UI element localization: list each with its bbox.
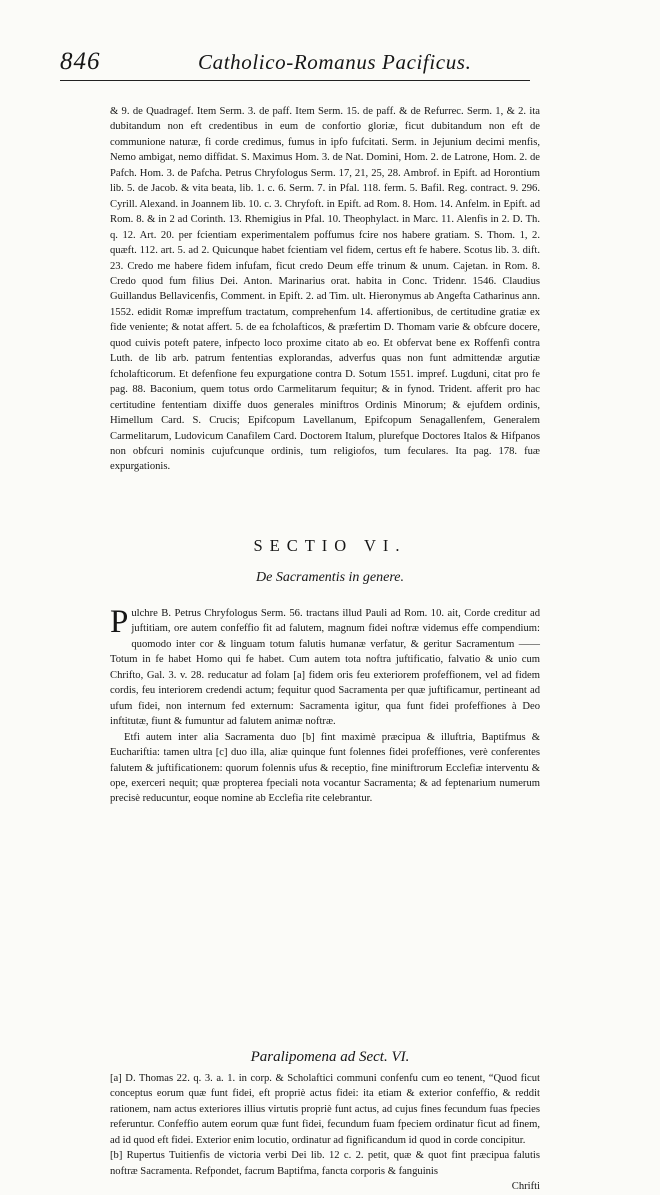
- running-title: Catholico-Romanus Pacificus.: [198, 50, 472, 74]
- drop-cap: P: [110, 604, 129, 640]
- page-number: 846: [60, 48, 101, 75]
- page-header: [60, 48, 530, 81]
- section-heading: SECTIO VI.: [253, 536, 407, 555]
- note-a: [a] D. Thomas 22. q. 3. a. 1. in corp. & Scholaftici communi confenfu cum eo tenent, “Quod ficut conceptus eorum quæ funt fidei, eft propriè actus fidei: ita etiam & exterior confeffio, & reddit rationem, nam actus exteriores illius virtutis propriè funt actus, ad cujus fines fecundum fuas fpecies referuntur. Confeffio autem eorum quæ funt fidei, fecundum fuam fpeciem ordinatur ficut ad finem, ad id quod eft fidei. Exterior enim locutio, ordinatur ad fignificandum id quod in corde concipitur.: [110, 1073, 540, 1146]
- paralipomena-notes: [110, 1071, 540, 1195]
- continued-passage: [110, 104, 540, 475]
- paragraph-1-text: ulchre B. Petrus Chryfologus Serm. 56. tractans illud Pauli ad Rom. 10. ait, Corde creditur ad juftitiam, ore autem confeffio fit ad falutem, magnum fidei noftræ videmus effe compendium: quomodo inter cor & linguam totum falutis humanæ verfatur, & geritur Sacramentum —— Totum in fe habet Homo qui fe habet. Cum autem tota noftra juftificatio, falvatio & unio cum Chrifto, Gal. 3. v. 28. reducatur ad folam [a] fidem oris feu exteriorem profeffionem, vel ad fidem cordis, feu interiorem credendi actum; fequitur quod Sacramenta per quæ juftificamur, pertineant ad ufum fidei, non internum fed externum: Sacramenta igitur, qua funt fidei profeffiones à Deo inftitutæ, fiunt & fumuntur ad falutem animæ noftræ.: [110, 608, 540, 728]
- paragraph-2: Etfi autem inter alia Sacramenta duo [b] fint maximè præcipua & illuftria, Baptifmus & Euchariftia: tamen ultra [c] duo illa, aliæ quinque funt folennes fidei profeffiones, verè conferentes falutem & juftificationem: quorum folennis ufus & receptio, fine miniftrorum Ecclefiæ interventu & ope, exerceri nequit; quæ propterea fpeciali nota vocantur Sacramenta; & ad feptenarium numerum precisè reducuntur, eoque nomine ab Ecclefia rite celebrantur.: [110, 731, 540, 805]
- section-body: [110, 606, 540, 807]
- top-paragraph: & 9. de Quadragef. Item Serm. 3. de paff. Item Serm. 15. de paff. & de Refurrec. Serm. 1, & 2. ita dubitandum non eft credentibus in eum de confortio gloriæ, ficut dubitandum non eft de communione naturæ, fi corde credimus, fumus in ipfo fufcitati. Serm. in Jejunium decimi menfis, Nemo ambigat, nemo diffidat. S. Maximus Hom. 3. de Nat. Domini, Hom. 2. de Latrone, Hom. 2. de Pafch. Hom. 3. de Pafcha. Petrus Chryfologus Serm. 17, 21, 25, 28. Ambrof. in Epift. ad Horontium lib. 5. de Jacob. & vita beata, lib. 1. c. 6. Serm. 7. in Pfal. 118. ferm. 5. Bafil. Reg. contract. 9. 296. Cyrill. Alexand. in Joannem lib. 10. c. 3. Chryfoft. in Epift. ad Rom. 8. Hom. 14. Anfelm. in Epift. ad Rom. 8. & in 2 ad Corinth. 13. Rhemigius in Pfal. 10. Theophylact. in Marc. 11. Alenfis in 2. D. Th. q. 12. Art. 20. per fcientiam experimentalem poffumus fcire nos habere gratiam. S. Thom. 1, 2. quæft. 112. art. 5. ad 2. Quicunque habet fcientiam vel fidem, certus eft fe habere. Scotus lib. 3. dift. 23. Credo me habere fidem infufam, ficut credo Deum effe trinum & unum. Cajetan. in Rom. 8. Credo quod fum filius Dei. Anton. Marinarius orat. habita in Conc. Tridenr. 1546. Claudius Guillandus Bellavicenfis, Comment. in Epift. 2. ad Tim. ult. Hieronymus ab Angefta Catharinus ann. 1552. edidit Romæ impreffum tractatum, comprehenfum 14. affertionibus, de certitudine gratiæ ex fide veniente; & notat affert. 5. de ea fcholafticos, & præfertim D. Thomam varie & obfcure docere, quod cuivis poteft patere, infpecto loco proxime citato ab eo. Et obfervat bene ex Roffenfi contra Luth. de lib arb. patrum fententias explorandas, adverfus quas non funt admittendæ argutiæ fcholafticorum. Et defenfione feu expurgatione contra D. Sotum 1551. impref. Lugduni, citat pro fe pag. 88. Baconium, quem totus ordo Carmelitarum fequitur; & in fynod. Trident. afferit pro hac certitudine fententiam dixiffe duos generales miniftros Ordinis Minorum; & ejufdem ordinis, Himellum Card. S. Crucis; Epifcopum Lavellanum, Epifcopum Senagallenfem, Generalem Carmelitarum, Ludovicum Canafilem Card. Doctorem Italum, plurefque Doctores Italos & Hifpanos non obfcuri nominis cujufcunque ordinis, tum religiofos, tum feculares. Ita pag. 178. fuæ expurgationis.: [110, 106, 540, 473]
- paragraph-1: [110, 606, 540, 730]
- section-subheading: De Sacramentis in genere.: [256, 570, 404, 585]
- paralipomena-title: Paralipomena ad Sect. VI.: [250, 1049, 410, 1065]
- catchword: Chrifti: [511, 1181, 540, 1193]
- note-b: [b] Rupertus Tuitienfis de victoria verbi Dei lib. 12 c. 2. petit, quæ & quot fint præcipua falutis noftræ Sacramenta. Refpondet, facrum Baptifma, fancta corporis & fanguinis: [110, 1150, 540, 1177]
